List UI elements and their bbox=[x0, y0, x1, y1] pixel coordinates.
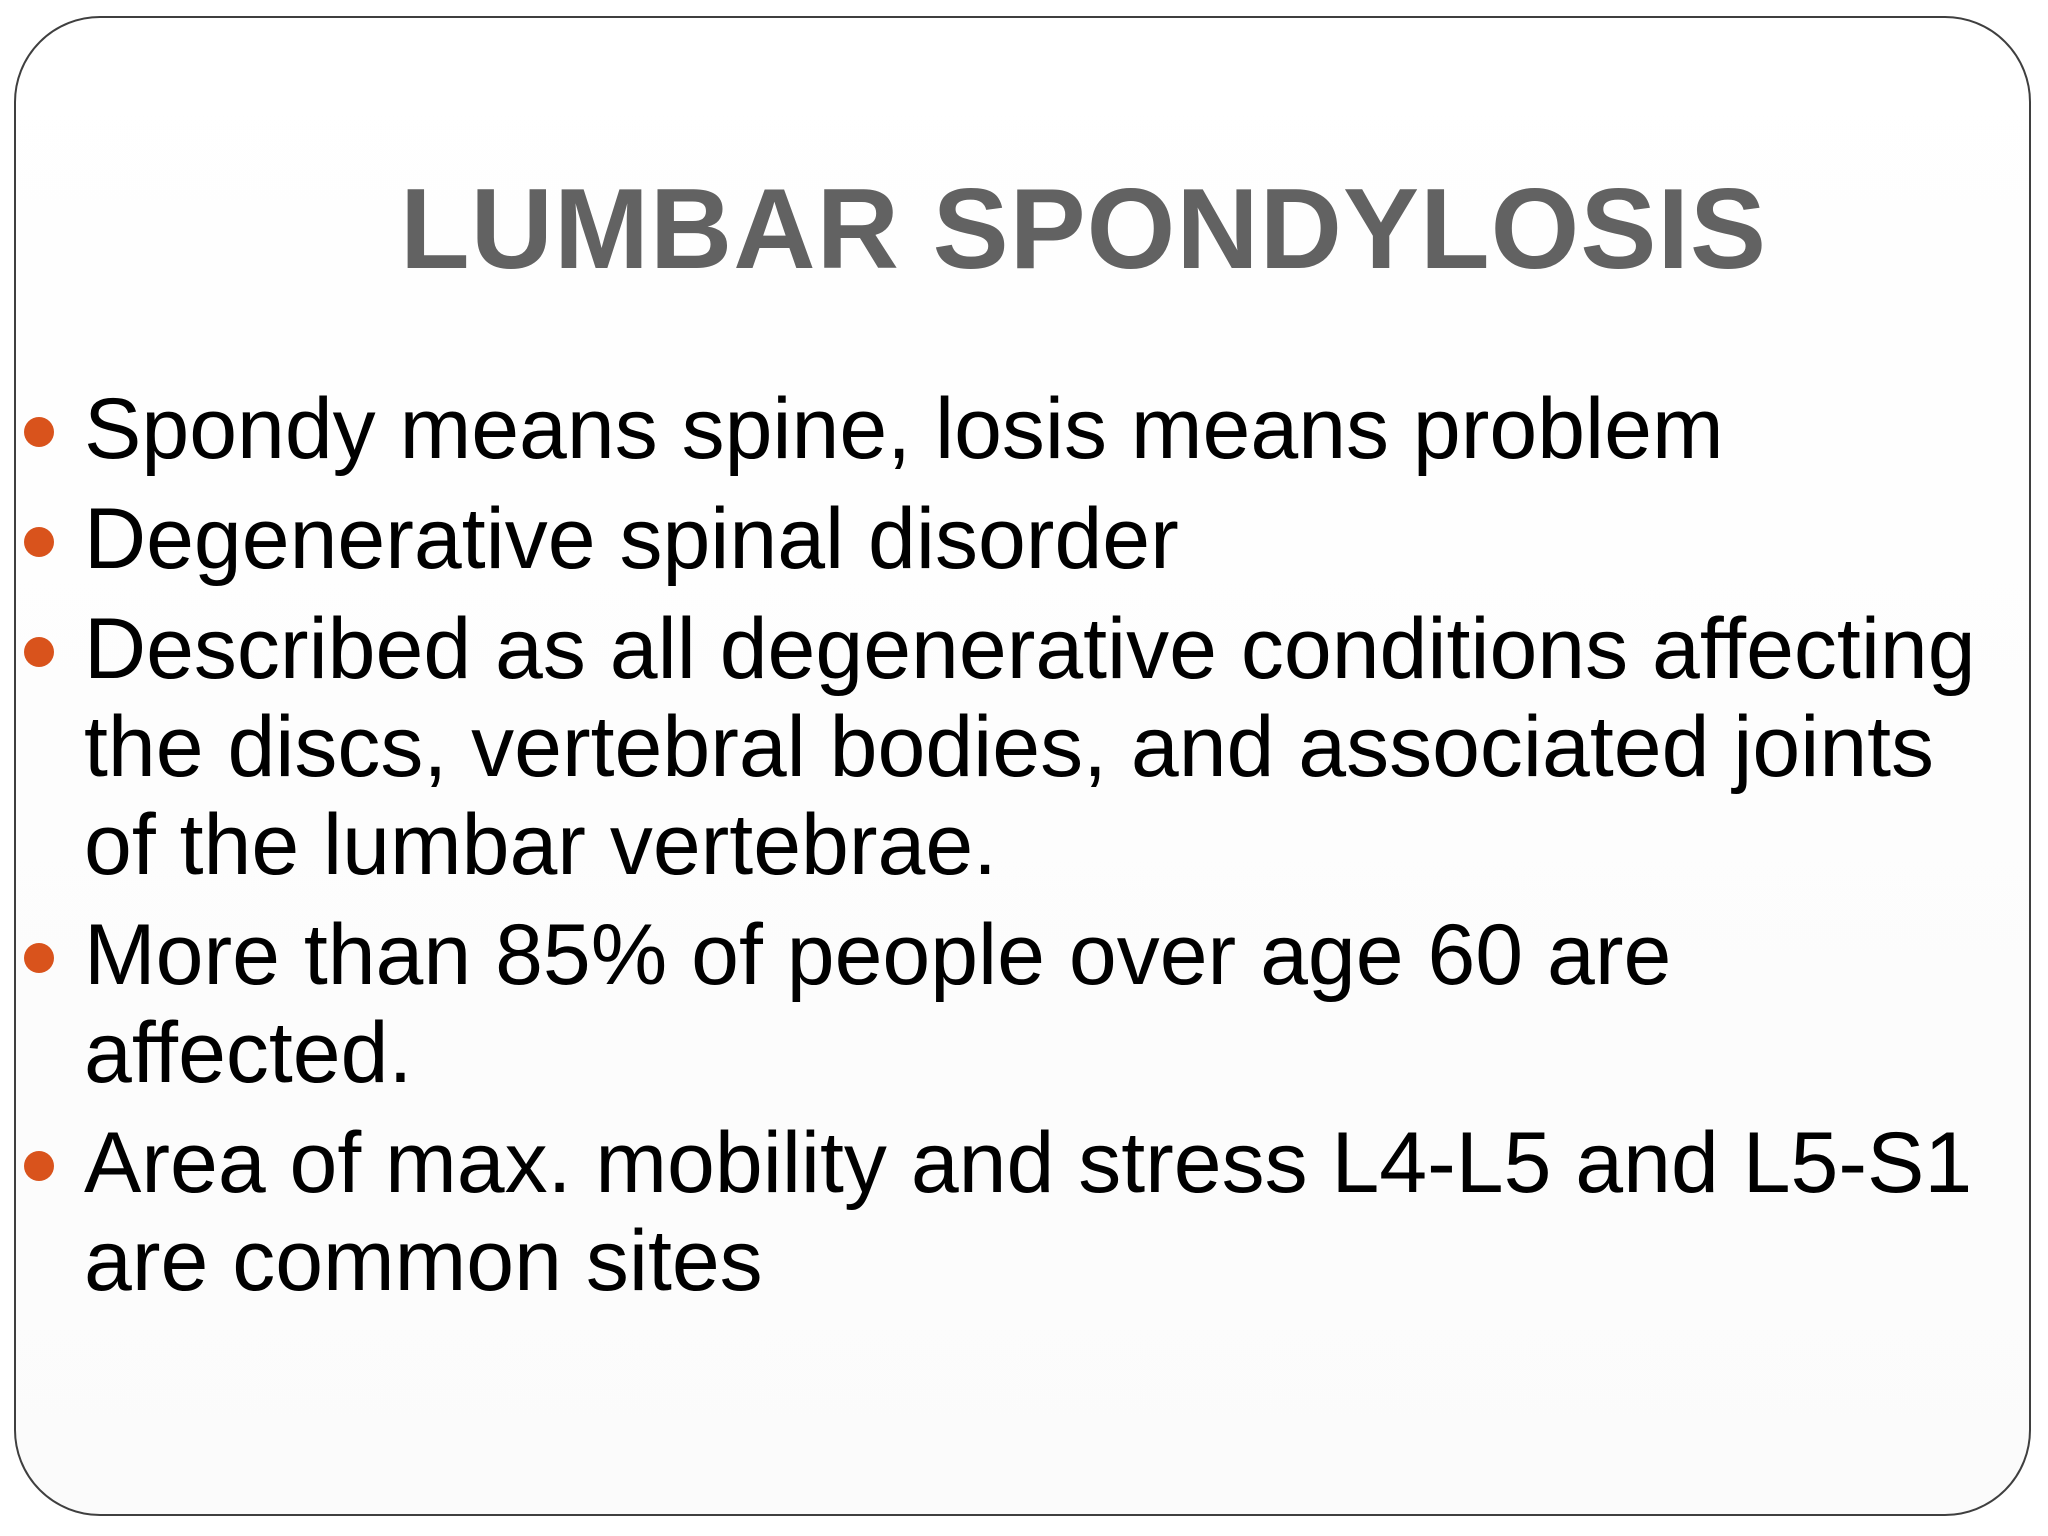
bullet-text: More than 85% of people over age 60 are affected. bbox=[84, 907, 1672, 1101]
bullet-item bbox=[24, 906, 2014, 1102]
bullet-list bbox=[24, 380, 2014, 1322]
bullet-dot-icon bbox=[24, 417, 54, 447]
bullet-item bbox=[24, 1114, 2014, 1310]
slide-title: LUMBAR SPONDYLOSIS bbox=[400, 166, 1768, 293]
bullet-dot-icon bbox=[24, 527, 54, 557]
bullet-text: Area of max. mobility and stress L4-L5 and L5-S1 are common sites bbox=[84, 1115, 1973, 1309]
bullet-dot-icon bbox=[24, 637, 54, 667]
bullet-dot-icon bbox=[24, 943, 54, 973]
bullet-item bbox=[24, 600, 2014, 894]
bullet-dot-icon bbox=[24, 1151, 54, 1181]
bullet-text: Described as all degenerative conditions affecting the discs, vertebral bodies, and associated joints of the lumbar vertebrae. bbox=[84, 601, 1976, 893]
bullet-text: Spondy means spine, losis means problem bbox=[84, 381, 1724, 477]
bullet-text: Degenerative spinal disorder bbox=[84, 491, 1179, 587]
bullet-item bbox=[24, 380, 2014, 478]
bullet-item bbox=[24, 490, 2014, 588]
